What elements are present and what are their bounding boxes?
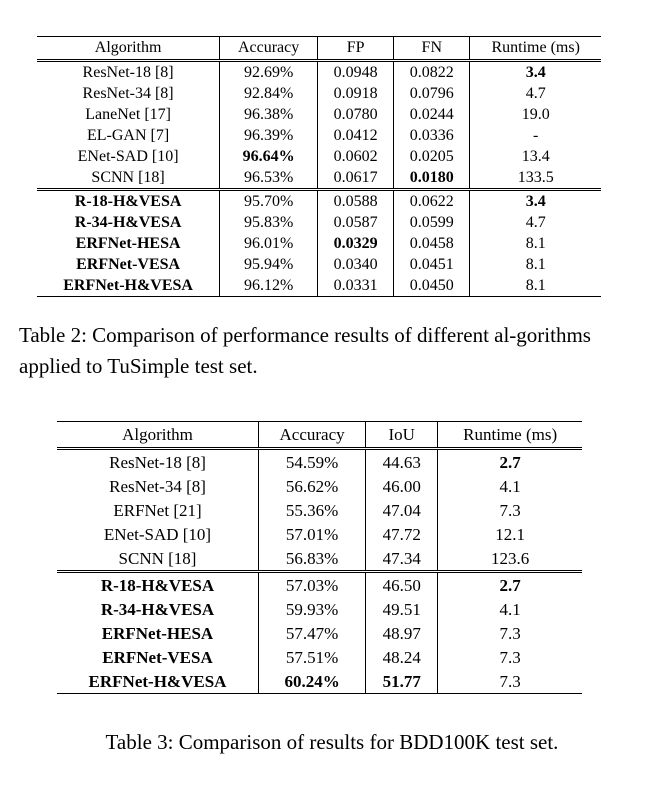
table-row [57,572,582,598]
cell-algorithm: EL-GAN [7] [87,126,170,144]
cell-runtime: 3.4 [470,61,601,84]
table-row [37,212,601,233]
cell-fp: 0.0412 [318,125,394,146]
cell-accuracy: 96.12% [220,275,318,297]
table-row [37,275,601,297]
header-iou: IoU [366,422,438,449]
table-row [37,190,601,213]
cell-accuracy: 57.51% [259,645,366,669]
table-row [37,104,601,125]
cell-algorithm: ResNet-34 [8] [82,84,174,102]
cell-runtime: 2.7 [438,572,582,598]
table-row [57,645,582,669]
cell-fp: 0.0617 [318,167,394,190]
cell-fp: 0.0329 [318,233,394,254]
table-row [57,597,582,621]
cell-runtime: 4.7 [470,212,601,233]
cell-fn: 0.0205 [394,146,470,167]
cell-fn: 0.0796 [394,83,470,104]
cell-algorithm: ENet-SAD [10] [103,524,212,544]
cell-iou: 48.97 [366,621,438,645]
cell-runtime: 4.1 [438,474,582,498]
cell-algorithm: SCNN [18] [91,168,165,186]
table-2 [37,36,601,297]
cell-accuracy: 96.01% [220,233,318,254]
cell-fn: 0.0336 [394,125,470,146]
cell-runtime: 4.7 [470,83,601,104]
table-row [57,498,582,522]
header-runtime: Runtime (ms) [470,37,601,61]
cell-accuracy: 56.83% [259,546,366,572]
table-3 [57,421,582,694]
cell-iou: 44.63 [366,449,438,475]
cell-accuracy: 96.39% [220,125,318,146]
cell-accuracy: 92.84% [220,83,318,104]
header-fp: FP [318,37,394,61]
cell-fn: 0.0450 [394,275,470,297]
cell-algorithm: ResNet-18 [8] [37,61,220,84]
cell-algorithm: ERFNet-H&VESA [37,275,220,297]
cell-accuracy: 92.69% [220,61,318,84]
cell-algorithm: ERFNet-H&VESA [57,669,259,694]
cell-runtime: 19.0 [470,104,601,125]
cell-runtime: - [470,125,601,146]
cell-algorithm: ERFNet-VESA [102,647,213,667]
cell-fn: 0.0458 [394,233,470,254]
table-header-row [37,37,601,61]
header-algorithm: Algorithm [37,37,220,61]
cell-runtime: 8.1 [470,275,601,297]
table-2-caption: Table 2: Comparison of performance results of different al-gorithms applied to TuSimple test set. [19,323,591,378]
cell-algorithm: SCNN [18] [118,548,197,568]
header-runtime: Runtime (ms) [438,422,582,449]
table-row [57,621,582,645]
cell-runtime: 133.5 [470,167,601,190]
table-row [37,254,601,275]
table-row [57,669,582,694]
cell-algorithm: R-34-H&VESA [100,599,215,619]
cell-algorithm: ERFNet [21] [113,500,202,520]
cell-accuracy: 57.01% [259,522,366,546]
cell-runtime: 12.1 [438,522,582,546]
cell-accuracy: 60.24% [259,669,366,694]
cell-fp: 0.0948 [318,61,394,84]
cell-algorithm: R-34-H&VESA [74,213,182,231]
cell-accuracy: 57.03% [259,572,366,598]
cell-algorithm: LaneNet [17] [85,105,171,123]
cell-algorithm: ERFNet-HESA [75,234,181,252]
cell-accuracy: 95.70% [220,190,318,213]
cell-runtime: 7.3 [438,498,582,522]
table-row [57,522,582,546]
cell-algorithm: R-18-H&VESA [57,572,259,598]
cell-accuracy: 54.59% [259,449,366,475]
cell-fp: 0.0588 [318,190,394,213]
table-row [37,83,601,104]
table-row [57,546,582,572]
cell-runtime: 8.1 [470,254,601,275]
table-row [37,233,601,254]
cell-runtime: 13.4 [470,146,601,167]
header-accuracy: Accuracy [220,37,318,61]
cell-iou: 47.04 [366,498,438,522]
table-row [57,474,582,498]
cell-fp: 0.0780 [318,104,394,125]
cell-iou: 47.34 [366,546,438,572]
cell-algorithm: ERFNet-VESA [76,255,181,273]
cell-runtime: 2.7 [438,449,582,475]
cell-iou: 46.50 [366,572,438,598]
cell-fp: 0.0602 [318,146,394,167]
table-3-caption: Table 3: Comparison of results for BDD100K test set. [105,730,559,754]
table-row [37,125,601,146]
cell-iou: 46.00 [366,474,438,498]
cell-accuracy: 57.47% [259,621,366,645]
table-row [57,449,582,475]
cell-runtime: 7.3 [438,645,582,669]
table-header-row [57,422,582,449]
cell-iou: 48.24 [366,645,438,669]
cell-fp: 0.0340 [318,254,394,275]
cell-runtime: 3.4 [470,190,601,213]
cell-accuracy: 56.62% [259,474,366,498]
cell-fn: 0.0180 [394,167,470,190]
header-fn: FN [394,37,470,61]
cell-fp: 0.0331 [318,275,394,297]
cell-accuracy: 59.93% [259,597,366,621]
cell-algorithm: R-18-H&VESA [37,190,220,213]
table-row [37,167,601,190]
cell-algorithm: ResNet-18 [8] [57,449,259,475]
cell-fn: 0.0599 [394,212,470,233]
cell-runtime: 7.3 [438,621,582,645]
cell-algorithm: ResNet-34 [8] [109,476,206,496]
cell-accuracy: 95.83% [220,212,318,233]
cell-accuracy: 95.94% [220,254,318,275]
cell-fp: 0.0918 [318,83,394,104]
cell-fn: 0.0622 [394,190,470,213]
cell-accuracy: 55.36% [259,498,366,522]
cell-fn: 0.0451 [394,254,470,275]
cell-fn: 0.0822 [394,61,470,84]
cell-fn: 0.0244 [394,104,470,125]
cell-iou: 51.77 [366,669,438,694]
cell-algorithm: ENet-SAD [10] [77,147,179,165]
cell-runtime: 7.3 [438,669,582,694]
table-row [37,61,601,84]
cell-accuracy: 96.53% [220,167,318,190]
header-algorithm: Algorithm [57,422,259,449]
cell-accuracy: 96.64% [220,146,318,167]
table-row [37,146,601,167]
cell-iou: 49.51 [366,597,438,621]
header-accuracy: Accuracy [259,422,366,449]
cell-algorithm: ERFNet-HESA [101,623,214,643]
cell-iou: 47.72 [366,522,438,546]
cell-accuracy: 96.38% [220,104,318,125]
cell-runtime: 8.1 [470,233,601,254]
cell-runtime: 4.1 [438,597,582,621]
cell-fp: 0.0587 [318,212,394,233]
cell-runtime: 123.6 [438,546,582,572]
